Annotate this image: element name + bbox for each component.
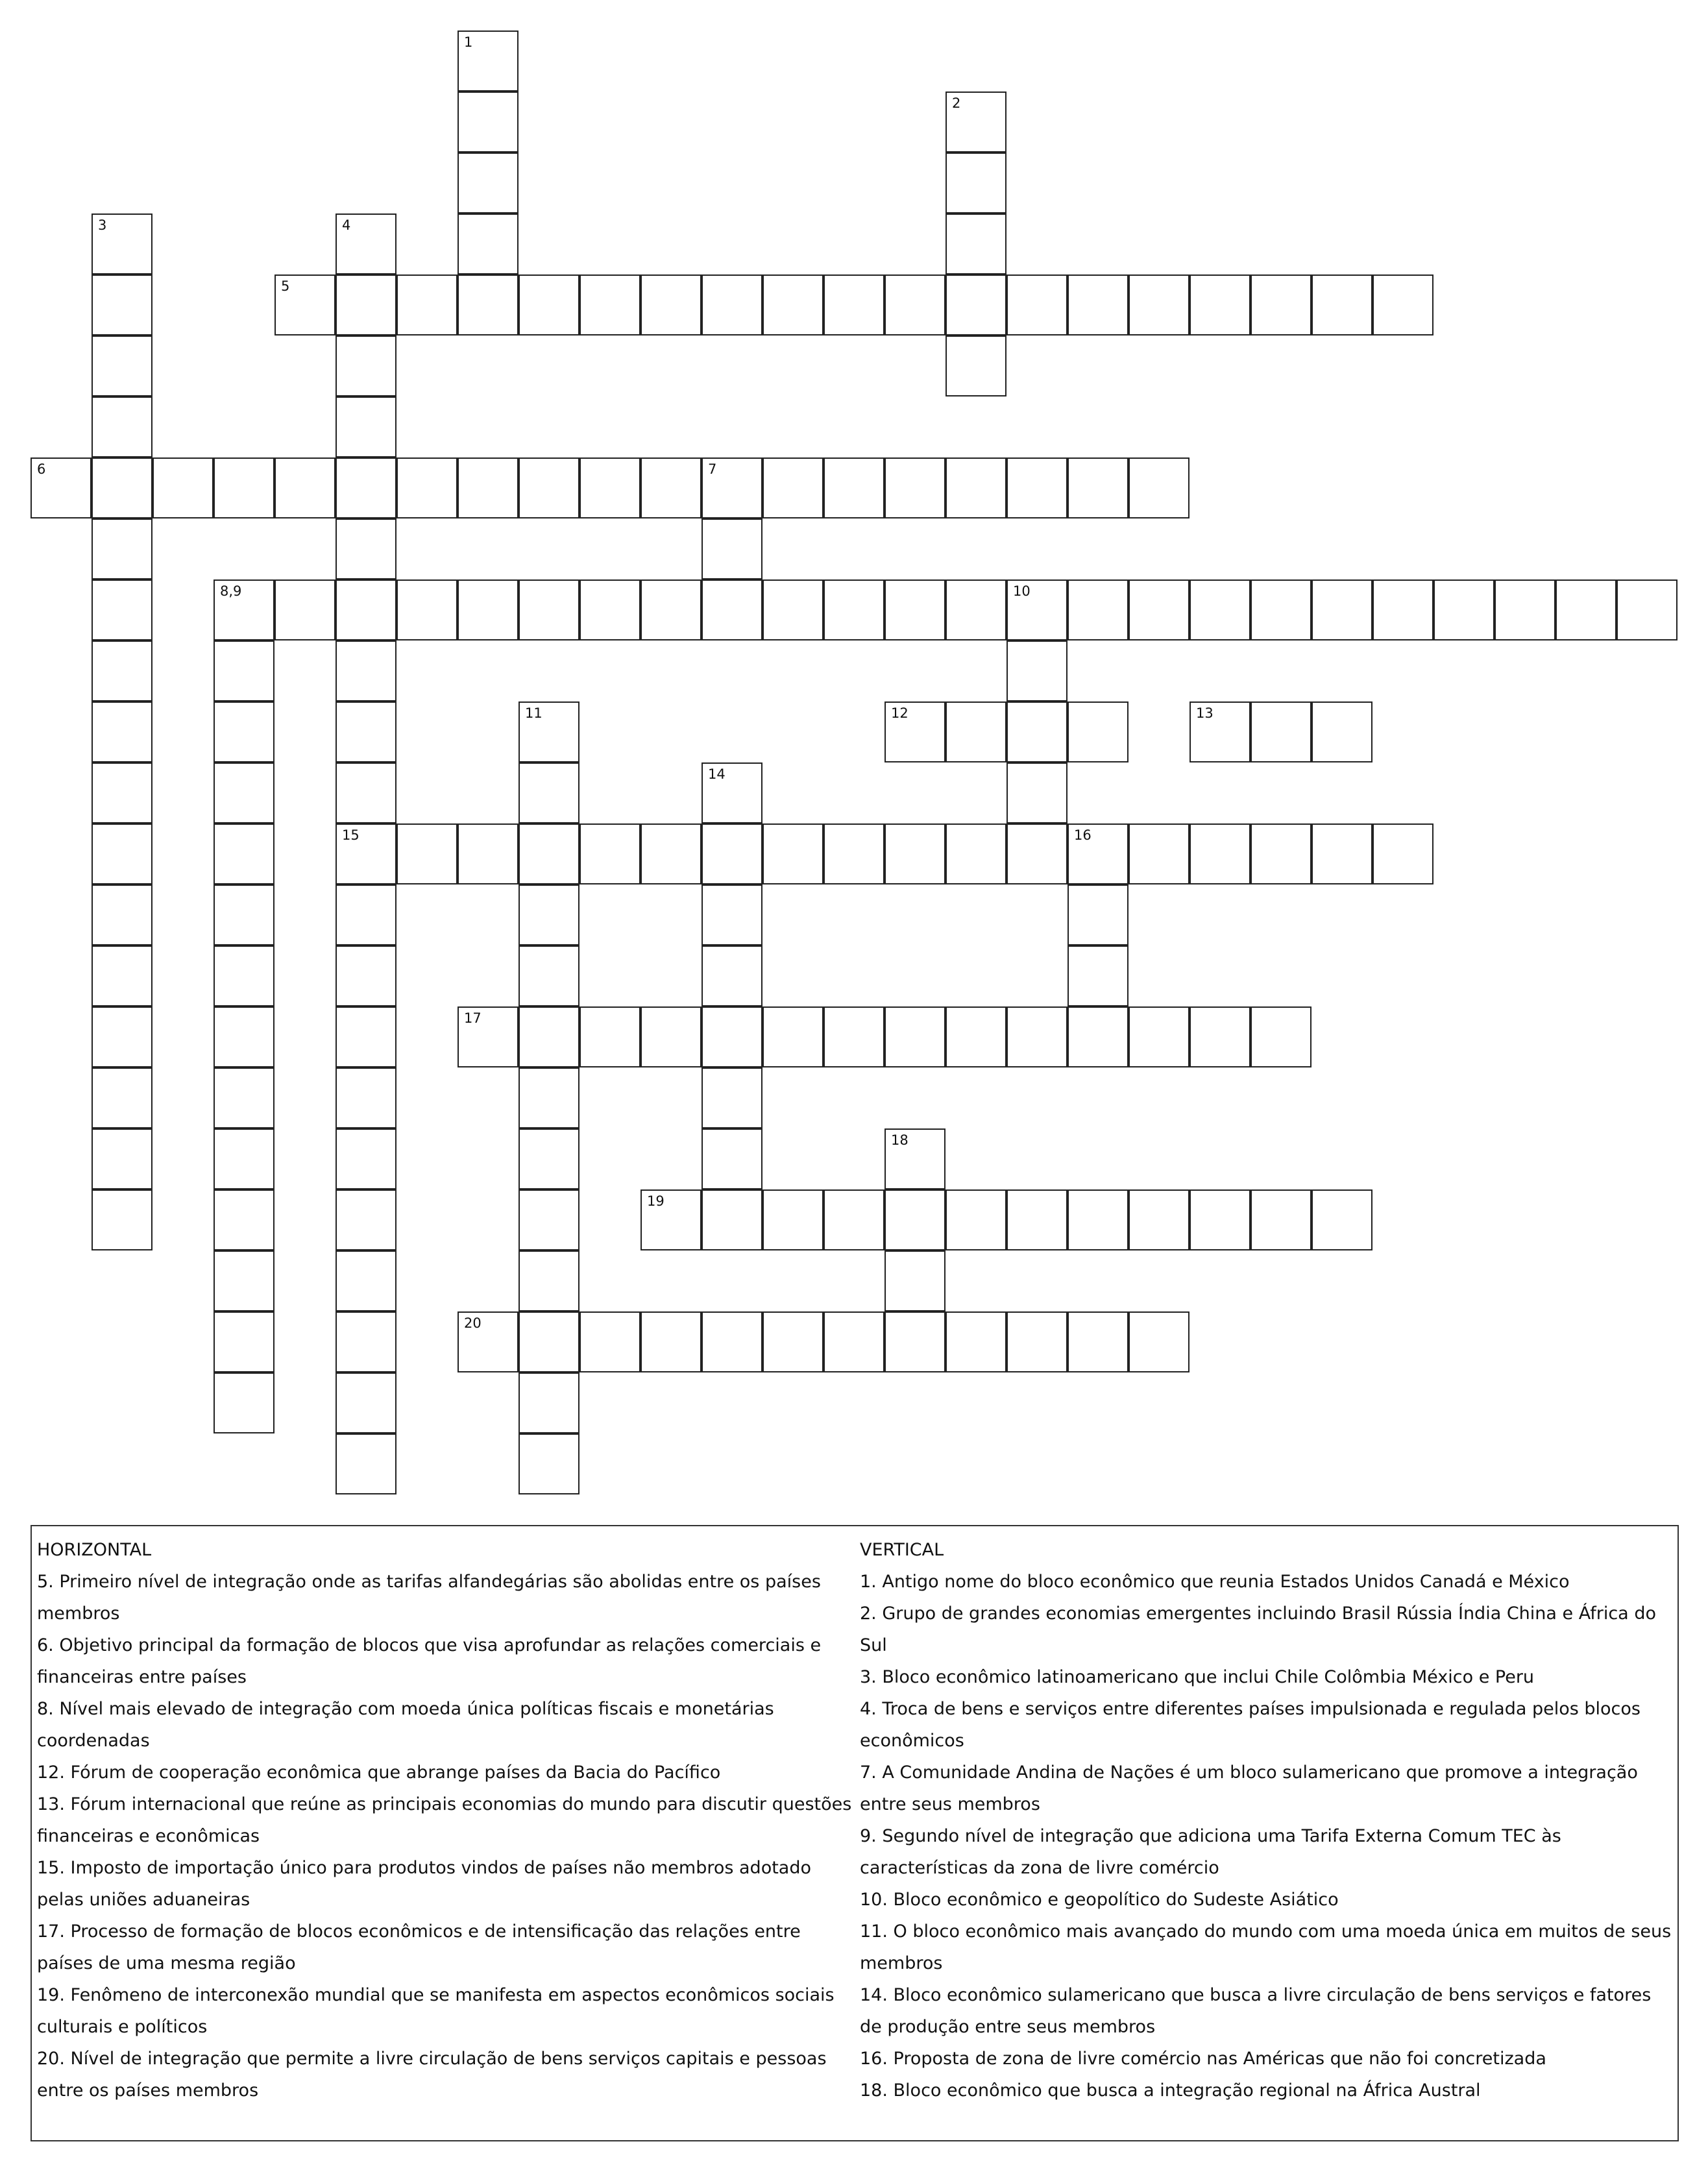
grid-cell[interactable] bbox=[92, 1189, 152, 1250]
grid-cell[interactable] bbox=[214, 640, 274, 701]
grid-cell[interactable] bbox=[336, 274, 396, 335]
grid-cell[interactable] bbox=[336, 1128, 396, 1189]
clues-panel bbox=[30, 1525, 1679, 2141]
grid-cell[interactable] bbox=[946, 701, 1006, 762]
clue-number: 10 bbox=[1013, 583, 1031, 599]
grid-cell[interactable] bbox=[336, 1311, 396, 1372]
grid-cell[interactable] bbox=[824, 1006, 884, 1067]
clue-number: 4 bbox=[342, 217, 351, 233]
grid-cell[interactable] bbox=[1312, 274, 1372, 335]
grid-cell[interactable] bbox=[458, 152, 518, 213]
grid-cell[interactable] bbox=[336, 701, 396, 762]
grid-cell[interactable] bbox=[946, 579, 1006, 640]
grid-cell[interactable] bbox=[518, 1372, 580, 1433]
clue-number: 8,9 bbox=[220, 583, 242, 599]
grid-cell[interactable] bbox=[702, 945, 762, 1006]
grid-cell[interactable] bbox=[336, 213, 396, 274]
grid-cell[interactable] bbox=[518, 701, 580, 762]
grid-cell[interactable] bbox=[824, 823, 884, 884]
grid-cell[interactable] bbox=[702, 579, 762, 640]
grid-cell[interactable] bbox=[92, 457, 152, 518]
grid-cell[interactable] bbox=[336, 1006, 396, 1067]
clue-number: 16 bbox=[1074, 827, 1092, 843]
grid-cell[interactable] bbox=[1068, 457, 1128, 518]
clue-across-15: 15. Imposto de importação único para produtos vindos de países não membros adotado pelas uniões aduaneiras bbox=[37, 1858, 811, 1910]
grid-cell[interactable] bbox=[92, 1006, 152, 1067]
grid-cell[interactable] bbox=[1312, 701, 1372, 762]
clue-down-14: 14. Bloco econômico sulamericano que busca a livre circulação de bens serviços e fatores de produção entre seus membros bbox=[860, 1985, 1652, 2037]
grid-cell[interactable] bbox=[702, 274, 762, 335]
grid-cell[interactable] bbox=[702, 1311, 762, 1372]
grid-cell[interactable] bbox=[946, 335, 1006, 396]
grid-cell[interactable] bbox=[884, 1006, 946, 1067]
grid-cell[interactable] bbox=[152, 457, 214, 518]
clue-down-1: 1. Antigo nome do bloco econômico que reunia Estados Unidos Canadá e México bbox=[860, 1572, 1570, 1592]
grid-cell[interactable] bbox=[336, 823, 396, 884]
grid-cell[interactable] bbox=[640, 1311, 702, 1372]
grid-cell[interactable] bbox=[92, 396, 152, 457]
grid-cell[interactable] bbox=[1312, 579, 1372, 640]
grid-cell[interactable] bbox=[762, 1189, 824, 1250]
clue-down-10: 10. Bloco econômico e geopolítico do Sudeste Asiático bbox=[860, 1890, 1339, 1910]
grid-cell[interactable] bbox=[518, 1433, 580, 1494]
grid-cell[interactable] bbox=[1068, 1189, 1128, 1250]
grid-cell[interactable] bbox=[946, 457, 1006, 518]
grid-cell[interactable] bbox=[396, 823, 458, 884]
grid-cell[interactable] bbox=[702, 823, 762, 884]
grid-cell[interactable] bbox=[518, 762, 580, 823]
grid-cell[interactable] bbox=[214, 1189, 274, 1250]
grid-cell[interactable] bbox=[762, 579, 824, 640]
clue-number: 3 bbox=[98, 217, 107, 233]
grid-cell[interactable] bbox=[396, 274, 458, 335]
grid-cell[interactable] bbox=[92, 213, 152, 274]
clue-number: 12 bbox=[891, 705, 909, 721]
grid-cell[interactable] bbox=[518, 1128, 580, 1189]
grid-cell[interactable] bbox=[580, 274, 640, 335]
grid-cell[interactable] bbox=[946, 1189, 1006, 1250]
grid-cell[interactable] bbox=[1250, 823, 1312, 884]
grid-cell[interactable] bbox=[336, 457, 396, 518]
grid-cell[interactable] bbox=[1312, 823, 1372, 884]
grid-cell[interactable] bbox=[92, 884, 152, 945]
grid-cell[interactable] bbox=[458, 274, 518, 335]
grid-cell[interactable] bbox=[92, 945, 152, 1006]
grid-cell[interactable] bbox=[824, 1311, 884, 1372]
grid-cell[interactable] bbox=[884, 1311, 946, 1372]
grid-cell[interactable] bbox=[762, 457, 824, 518]
grid-cell[interactable] bbox=[214, 1372, 274, 1433]
grid-cell[interactable] bbox=[580, 1006, 640, 1067]
clue-number: 18 bbox=[891, 1132, 909, 1148]
grid-cell[interactable] bbox=[702, 762, 762, 823]
grid-cell[interactable] bbox=[1128, 457, 1190, 518]
grid-cell[interactable] bbox=[1250, 1006, 1312, 1067]
grid-cell[interactable] bbox=[1006, 701, 1068, 762]
grid-cell[interactable] bbox=[518, 1006, 580, 1067]
clue-down-18: 18. Bloco econômico que busca a integração regional na África Austral bbox=[860, 2080, 1481, 2101]
grid-cell[interactable] bbox=[824, 457, 884, 518]
grid-cell[interactable] bbox=[274, 579, 336, 640]
grid-cell[interactable] bbox=[1190, 1189, 1250, 1250]
grid-cell[interactable] bbox=[884, 274, 946, 335]
grid-cell[interactable] bbox=[824, 1189, 884, 1250]
grid-cell[interactable] bbox=[824, 274, 884, 335]
grid-cell[interactable] bbox=[336, 335, 396, 396]
grid-cell[interactable] bbox=[518, 945, 580, 1006]
clue-number: 14 bbox=[708, 766, 726, 782]
grid-cell[interactable] bbox=[92, 579, 152, 640]
grid-cell[interactable] bbox=[1250, 274, 1312, 335]
clue-number: 2 bbox=[952, 95, 961, 111]
clue-across-13: 13. Fórum internacional que reúne as principais economias do mundo para discutir questões financeiras e econômicas bbox=[37, 1794, 852, 1846]
grid-cell[interactable] bbox=[1068, 701, 1128, 762]
grid-cell[interactable] bbox=[1006, 274, 1068, 335]
grid-cell[interactable] bbox=[946, 152, 1006, 213]
grid-cell[interactable] bbox=[946, 823, 1006, 884]
grid-cell[interactable] bbox=[274, 274, 336, 335]
grid-cell[interactable] bbox=[1128, 823, 1190, 884]
clue-across-8: 8. Nível mais elevado de integração com moeda única políticas fiscais e monetárias coordenadas bbox=[37, 1699, 774, 1751]
grid-cell[interactable] bbox=[1190, 823, 1250, 884]
grid-cell[interactable] bbox=[92, 1128, 152, 1189]
clue-down-3: 3. Bloco econômico latinoamericano que inclui Chile Colômbia México e Peru bbox=[860, 1667, 1535, 1687]
grid-cell[interactable] bbox=[1190, 701, 1250, 762]
grid-cell[interactable] bbox=[1190, 1006, 1250, 1067]
grid-cell[interactable] bbox=[1006, 579, 1068, 640]
grid-cell[interactable] bbox=[946, 91, 1006, 152]
grid-cell[interactable] bbox=[1068, 274, 1128, 335]
grid-cell[interactable] bbox=[1068, 579, 1128, 640]
clue-down-11: 11. O bloco econômico mais avançado do mundo com uma moeda única em muitos de seus membros bbox=[860, 1921, 1672, 1973]
grid-cell[interactable] bbox=[92, 274, 152, 335]
grid-cell[interactable] bbox=[1128, 1311, 1190, 1372]
clue-number: 20 bbox=[464, 1315, 482, 1331]
grid-cell[interactable] bbox=[336, 1189, 396, 1250]
grid-cell[interactable] bbox=[580, 457, 640, 518]
grid-cell[interactable] bbox=[702, 518, 762, 579]
vertical-heading: VERTICAL bbox=[860, 1540, 944, 1560]
grid-cell[interactable] bbox=[884, 823, 946, 884]
grid-cell[interactable] bbox=[884, 701, 946, 762]
grid-cell[interactable] bbox=[1250, 1189, 1312, 1250]
clue-across-19: 19. Fenômeno de interconexão mundial que se manifesta em aspectos econômicos sociais culturais e políticos bbox=[37, 1985, 835, 2037]
grid-cell[interactable] bbox=[458, 1006, 518, 1067]
grid-cell[interactable] bbox=[336, 518, 396, 579]
grid-cell[interactable] bbox=[1312, 1189, 1372, 1250]
grid-cell[interactable] bbox=[1068, 884, 1128, 945]
grid-cell[interactable] bbox=[580, 1311, 640, 1372]
grid-cell[interactable] bbox=[946, 213, 1006, 274]
grid-cell[interactable] bbox=[580, 579, 640, 640]
grid-cell[interactable] bbox=[1250, 701, 1312, 762]
grid-cell[interactable] bbox=[214, 1067, 274, 1128]
grid-cell[interactable] bbox=[640, 1189, 702, 1250]
grid-cell[interactable] bbox=[518, 579, 580, 640]
grid-cell[interactable] bbox=[92, 1067, 152, 1128]
clue-across-6: 6. Objetivo principal da formação de blocos que visa aprofundar as relações comerciais e financeiras entre países bbox=[37, 1635, 822, 1687]
grid-cell[interactable] bbox=[1128, 274, 1190, 335]
clue-down-9: 9. Segundo nível de integração que adiciona uma Tarifa Externa Comum TEC às características da zona de livre comércio bbox=[860, 1826, 1561, 1878]
grid-cell[interactable] bbox=[946, 274, 1006, 335]
clue-number: 6 bbox=[37, 461, 46, 477]
grid-cell[interactable] bbox=[214, 884, 274, 945]
grid-cell[interactable] bbox=[214, 1128, 274, 1189]
grid-cell[interactable] bbox=[762, 1006, 824, 1067]
grid-cell[interactable] bbox=[336, 1067, 396, 1128]
grid-cell[interactable] bbox=[946, 1311, 1006, 1372]
grid-cell[interactable] bbox=[214, 1250, 274, 1311]
grid-cell[interactable] bbox=[1068, 1006, 1128, 1067]
clue-number: 13 bbox=[1196, 705, 1214, 721]
horizontal-heading: HORIZONTAL bbox=[37, 1540, 152, 1560]
grid-cell[interactable] bbox=[214, 1311, 274, 1372]
clue-down-2: 2. Grupo de grandes economias emergentes incluindo Brasil Rússia Índia China e África do Sul bbox=[860, 1603, 1656, 1655]
grid-cell[interactable] bbox=[336, 1433, 396, 1494]
clue-number: 15 bbox=[342, 827, 360, 843]
grid-cell[interactable] bbox=[640, 1006, 702, 1067]
grid-cell[interactable] bbox=[640, 274, 702, 335]
grid-cell[interactable] bbox=[1006, 823, 1068, 884]
grid-cell[interactable] bbox=[1068, 823, 1128, 884]
grid-cell[interactable] bbox=[1006, 1189, 1068, 1250]
grid-cell[interactable] bbox=[214, 579, 274, 640]
grid-cell[interactable] bbox=[1128, 1006, 1190, 1067]
grid-cell[interactable] bbox=[702, 1006, 762, 1067]
grid-cell[interactable] bbox=[1190, 274, 1250, 335]
grid-cell[interactable] bbox=[518, 1067, 580, 1128]
grid-cell[interactable] bbox=[884, 1128, 946, 1189]
grid-cell[interactable] bbox=[1250, 579, 1312, 640]
grid-cell[interactable] bbox=[92, 640, 152, 701]
grid-cell[interactable] bbox=[1006, 457, 1068, 518]
grid-cell[interactable] bbox=[458, 823, 518, 884]
clue-across-17: 17. Processo de formação de blocos econômicos e de intensificação das relações entre países de uma mesma região bbox=[37, 1921, 801, 1973]
grid-cell[interactable] bbox=[214, 762, 274, 823]
grid-cell[interactable] bbox=[458, 1311, 518, 1372]
clue-number: 7 bbox=[708, 461, 717, 477]
grid-cell[interactable] bbox=[336, 884, 396, 945]
grid-cell[interactable] bbox=[396, 579, 458, 640]
grid-cell[interactable] bbox=[1128, 579, 1190, 640]
grid-cell[interactable] bbox=[640, 579, 702, 640]
grid-cell[interactable] bbox=[214, 823, 274, 884]
grid-cell[interactable] bbox=[1372, 579, 1434, 640]
clue-down-7: 7. A Comunidade Andina de Nações é um bloco sulamericano que promove a integração entre seus membros bbox=[860, 1762, 1638, 1814]
grid-cell[interactable] bbox=[1006, 762, 1068, 823]
grid-cell[interactable] bbox=[884, 1189, 946, 1250]
grid-cell[interactable] bbox=[336, 1372, 396, 1433]
grid-cell[interactable] bbox=[336, 762, 396, 823]
grid-cell[interactable] bbox=[214, 1006, 274, 1067]
grid-cell[interactable] bbox=[458, 91, 518, 152]
grid-cell[interactable] bbox=[458, 457, 518, 518]
horizontal-clues bbox=[37, 1534, 856, 2106]
grid-cell[interactable] bbox=[92, 518, 152, 579]
grid-cell[interactable] bbox=[762, 823, 824, 884]
clue-number: 11 bbox=[525, 705, 543, 721]
grid-cell[interactable] bbox=[336, 945, 396, 1006]
grid-cell[interactable] bbox=[518, 274, 580, 335]
grid-cell[interactable] bbox=[1556, 579, 1616, 640]
grid-cell[interactable] bbox=[1434, 579, 1494, 640]
grid-cell[interactable] bbox=[884, 1250, 946, 1311]
vertical-clues bbox=[860, 1534, 1676, 2106]
grid-cell[interactable] bbox=[30, 457, 92, 518]
clue-down-16: 16. Proposta de zona de livre comércio nas Américas que não foi concretizada bbox=[860, 2049, 1546, 2069]
grid-cell[interactable] bbox=[336, 579, 396, 640]
grid-cell[interactable] bbox=[640, 823, 702, 884]
grid-cell[interactable] bbox=[1190, 579, 1250, 640]
grid-cell[interactable] bbox=[396, 457, 458, 518]
grid-cell[interactable] bbox=[458, 213, 518, 274]
grid-cell[interactable] bbox=[762, 274, 824, 335]
grid-cell[interactable] bbox=[1616, 579, 1678, 640]
grid-cell[interactable] bbox=[518, 1189, 580, 1250]
grid-cell[interactable] bbox=[336, 640, 396, 701]
grid-cell[interactable] bbox=[1006, 1311, 1068, 1372]
grid-cell[interactable] bbox=[458, 30, 518, 91]
grid-cell[interactable] bbox=[824, 579, 884, 640]
grid-cell[interactable] bbox=[518, 1250, 580, 1311]
grid-cell[interactable] bbox=[1372, 823, 1434, 884]
grid-cell[interactable] bbox=[214, 701, 274, 762]
grid-cell[interactable] bbox=[1068, 945, 1128, 1006]
grid-cell[interactable] bbox=[518, 823, 580, 884]
grid-cell[interactable] bbox=[518, 1311, 580, 1372]
grid-cell[interactable] bbox=[1372, 274, 1434, 335]
grid-cell[interactable] bbox=[1006, 640, 1068, 701]
grid-cell[interactable] bbox=[92, 762, 152, 823]
grid-cell[interactable] bbox=[92, 701, 152, 762]
clue-across-5: 5. Primeiro nível de integração onde as tarifas alfandegárias são abolidas entre os países membros bbox=[37, 1572, 821, 1624]
grid-cell[interactable] bbox=[92, 823, 152, 884]
grid-cell[interactable] bbox=[518, 457, 580, 518]
grid-cell[interactable] bbox=[458, 579, 518, 640]
grid-cell[interactable] bbox=[1006, 1006, 1068, 1067]
grid-cell[interactable] bbox=[702, 457, 762, 518]
grid-cell[interactable] bbox=[1068, 1311, 1128, 1372]
grid-cell[interactable] bbox=[946, 1006, 1006, 1067]
clue-number: 5 bbox=[281, 278, 290, 294]
grid-cell[interactable] bbox=[274, 457, 336, 518]
grid-cell[interactable] bbox=[1494, 579, 1556, 640]
grid-cell[interactable] bbox=[762, 1311, 824, 1372]
clue-across-12: 12. Fórum de cooperação econômica que abrange países da Bacia do Pacífico bbox=[37, 1762, 721, 1783]
grid-cell[interactable] bbox=[640, 457, 702, 518]
grid-cell[interactable] bbox=[92, 335, 152, 396]
grid-cell[interactable] bbox=[1128, 1189, 1190, 1250]
grid-cell[interactable] bbox=[702, 1128, 762, 1189]
clue-down-4: 4. Troca de bens e serviços entre diferentes países impulsionada e regulada pelos blocos econômicos bbox=[860, 1699, 1641, 1751]
clue-number: 17 bbox=[464, 1010, 482, 1026]
clue-number: 19 bbox=[647, 1193, 665, 1209]
grid-cell[interactable] bbox=[336, 1250, 396, 1311]
grid-cell[interactable] bbox=[580, 823, 640, 884]
grid-cell[interactable] bbox=[336, 396, 396, 457]
grid-cell[interactable] bbox=[884, 457, 946, 518]
clue-across-20: 20. Nível de integração que permite a livre circulação de bens serviços capitais e pessoas entre os países membros bbox=[37, 2049, 827, 2101]
grid-cell[interactable] bbox=[518, 884, 580, 945]
grid-cell[interactable] bbox=[214, 457, 274, 518]
grid-cell[interactable] bbox=[214, 945, 274, 1006]
clue-number: 1 bbox=[464, 34, 473, 50]
grid-cell[interactable] bbox=[702, 884, 762, 945]
grid-cell[interactable] bbox=[702, 1067, 762, 1128]
grid-cell[interactable] bbox=[884, 579, 946, 640]
grid-cell[interactable] bbox=[702, 1189, 762, 1250]
